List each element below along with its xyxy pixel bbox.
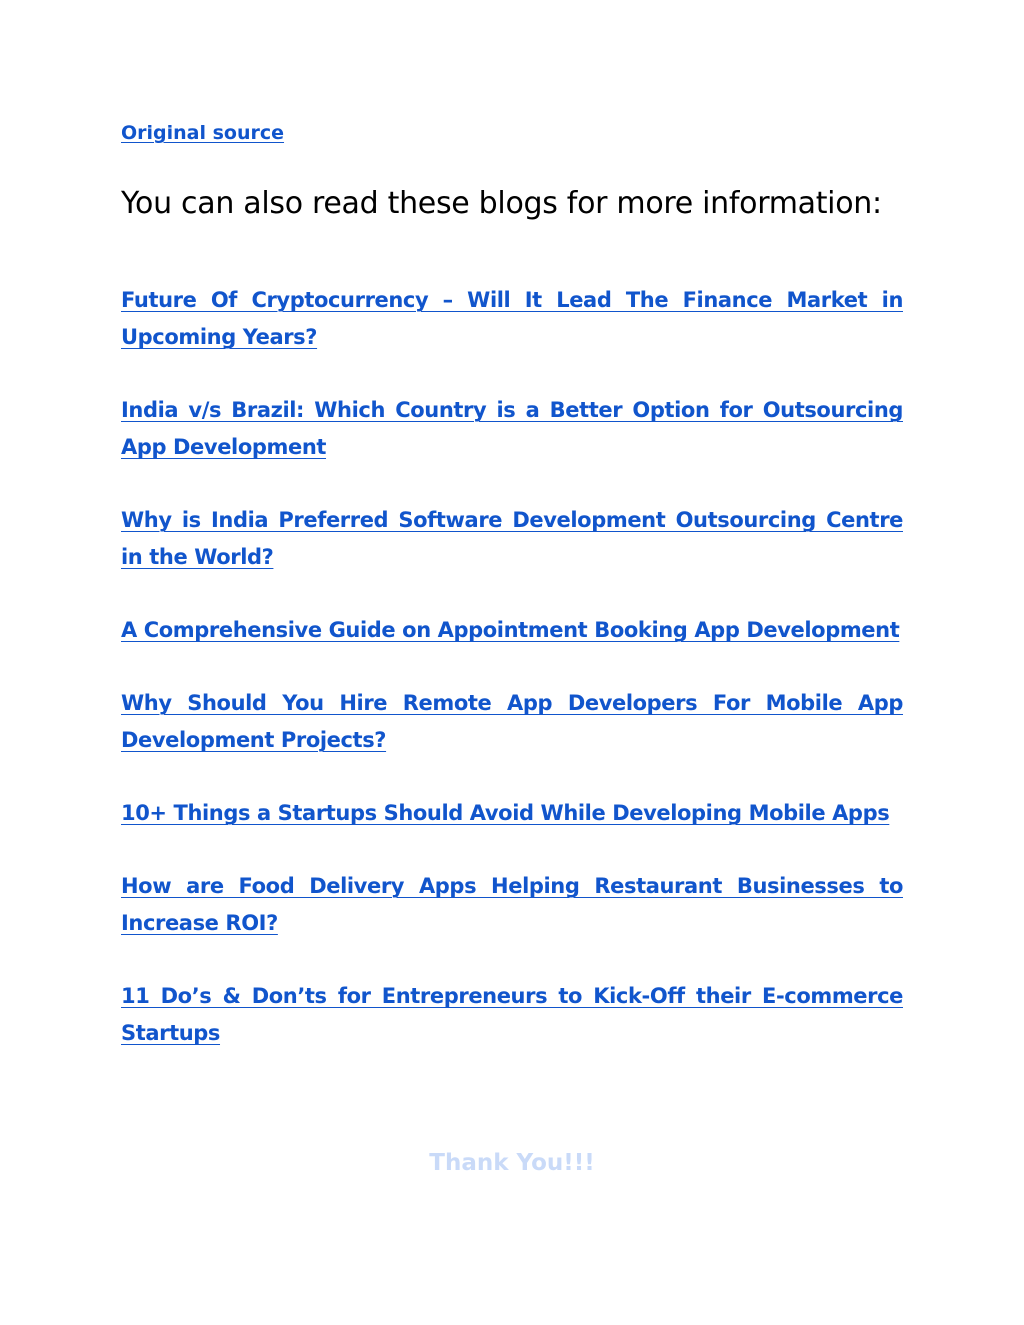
list-item bbox=[121, 868, 903, 942]
list-item bbox=[121, 685, 903, 759]
blog-link-india-outsourcing[interactable]: Why is India Preferred Software Development Outsourcing Centre in the World? bbox=[121, 508, 903, 569]
blog-link-list bbox=[121, 282, 903, 1052]
original-source-link[interactable]: Original source bbox=[121, 122, 285, 144]
list-item bbox=[121, 795, 903, 832]
blog-link-remote-developers[interactable]: Why Should You Hire Remote App Developers For Mobile App Development Projects? bbox=[121, 691, 903, 752]
blog-link-startups-avoid[interactable]: 10+ Things a Startups Should Avoid While Developing Mobile Apps bbox=[121, 801, 890, 825]
blog-link-appointment-booking[interactable]: A Comprehensive Guide on Appointment Booking App Development bbox=[121, 618, 900, 642]
thank-you-text: Thank You!!! bbox=[429, 1150, 595, 1176]
list-item bbox=[121, 612, 903, 649]
blog-link-india-vs-brazil[interactable]: India v/s Brazil: Which Country is a Better Option for Outsourcing App Development bbox=[121, 398, 903, 459]
section-heading: You can also read these blogs for more information: bbox=[121, 186, 882, 221]
list-item bbox=[121, 282, 903, 356]
blog-link-cryptocurrency[interactable]: Future Of Cryptocurrency – Will It Lead The Finance Market in Upcoming Years? bbox=[121, 288, 903, 349]
list-item bbox=[121, 978, 903, 1052]
list-item bbox=[121, 392, 903, 466]
list-item bbox=[121, 502, 903, 576]
blog-link-ecommerce-dos-donts[interactable]: 11 Do’s & Don’ts for Entrepreneurs to Kick-Off their E-commerce Startups bbox=[121, 984, 903, 1045]
blog-link-food-delivery[interactable]: How are Food Delivery Apps Helping Restaurant Businesses to Increase ROI? bbox=[121, 874, 903, 935]
